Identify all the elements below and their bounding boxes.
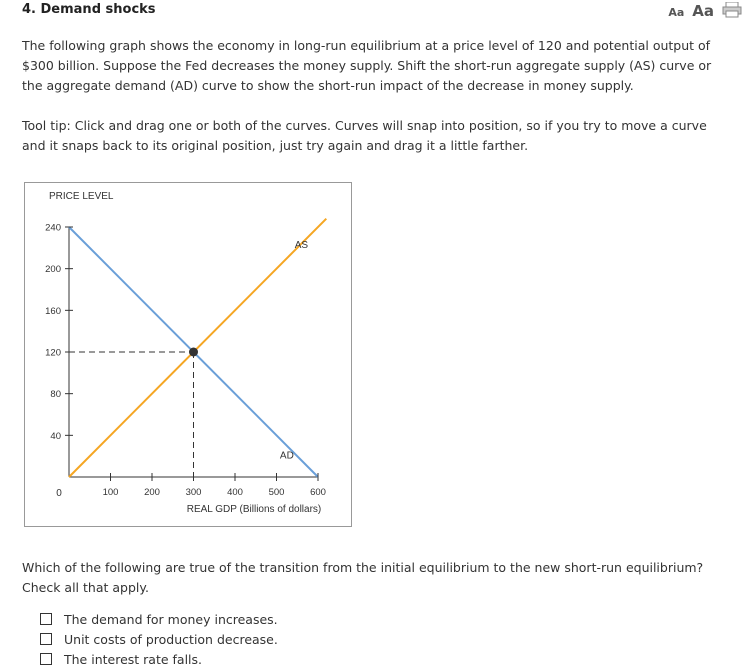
question-title: 4. Demand shocks xyxy=(22,2,156,17)
option-demand-money[interactable] xyxy=(40,609,278,629)
x-tick-label-200: 200 xyxy=(144,487,160,498)
y-tick-label-200: 200 xyxy=(45,264,61,276)
y-tick-label-40: 40 xyxy=(50,430,61,442)
checkbox[interactable] xyxy=(40,633,52,645)
x-tick-label-400: 400 xyxy=(227,487,243,498)
checkbox[interactable] xyxy=(40,653,52,665)
x-axis-label: REAL GDP (Billions of dollars) xyxy=(186,504,322,515)
x-tick-label-500: 500 xyxy=(268,487,285,498)
option-label: Unit costs of production decrease. xyxy=(64,631,278,647)
origin-label: 0 xyxy=(56,488,62,499)
checkbox[interactable] xyxy=(40,613,52,625)
x-tick-label-100: 100 xyxy=(102,487,119,498)
as-curve-label: AS xyxy=(294,239,309,251)
y-axis-label: PRICE LEVEL xyxy=(49,191,114,202)
y-tick-label-240: 240 xyxy=(45,222,61,234)
option-label: The interest rate falls. xyxy=(64,651,203,667)
y-tick-label-160: 160 xyxy=(45,305,61,317)
graph-container xyxy=(24,182,352,527)
y-tick-label-80: 80 xyxy=(50,389,61,401)
tooltip-paragraph: Tool tip: Click and drag one or both of the curves. Curves will snap into position, so if you try to move a curve and it snaps back to its original position, just try again and drag it a little farther. xyxy=(22,118,707,153)
as-curve[interactable] xyxy=(69,219,326,477)
x-tick-label-300: 300 xyxy=(185,487,202,498)
print-icon[interactable] xyxy=(722,2,742,18)
ad-as-chart xyxy=(25,183,351,526)
instructions-paragraph: The following graph shows the economy in long-run equilibrium at a price level of 120 and potential output of $300 billion. Suppose the Fed decreases the money supply. Shift the short-run aggregate supply (AS) curve or the aggregate demand (AD) curve to show the short-run impact of the decrease in money supply. xyxy=(22,38,712,93)
y-tick-label-120: 120 xyxy=(45,347,61,359)
option-label: The demand for money increases. xyxy=(64,611,278,627)
options-list xyxy=(40,609,278,669)
ad-curve-label: AD xyxy=(279,450,294,462)
question-text: Which of the following are true of the transition from the initial equilibrium to the new short-run equilibrium? Check all that apply. xyxy=(22,560,704,595)
equilibrium-point xyxy=(189,348,198,357)
option-unit-costs[interactable] xyxy=(40,629,278,649)
font-size-controls xyxy=(668,0,742,20)
x-tick-label-600: 600 xyxy=(310,487,326,498)
option-interest-rate[interactable] xyxy=(40,649,278,669)
font-increase-button[interactable]: Aa xyxy=(692,2,714,20)
font-decrease-button[interactable]: Aa xyxy=(668,6,685,19)
